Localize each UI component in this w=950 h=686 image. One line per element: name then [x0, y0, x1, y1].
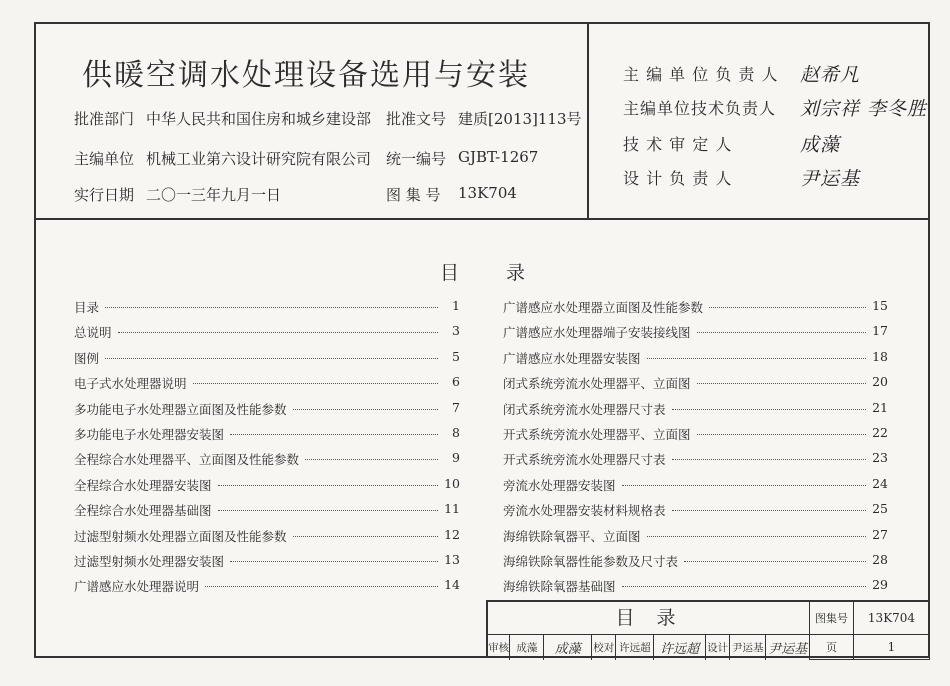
toc-entry	[503, 501, 888, 526]
toc-entry	[74, 425, 460, 450]
toc-left-column	[74, 298, 460, 603]
designer-signature: 尹运基	[768, 642, 808, 657]
toc-leader-dots	[293, 400, 438, 410]
toc-entry-page: 25	[872, 501, 888, 517]
checker-name: 许远超	[616, 635, 654, 660]
toc-entry-page: 9	[452, 450, 460, 466]
title-block	[486, 600, 928, 658]
toc-entry	[503, 450, 888, 475]
toc-entry-page: 5	[452, 348, 460, 364]
toc-entry-title: 电子式水处理器说明	[74, 376, 187, 392]
toc-leader-dots	[647, 349, 866, 359]
sheet-frame	[34, 22, 930, 658]
check-label: 校对	[592, 635, 616, 660]
toc-entry-title: 开式系统旁流水处理器尺寸表	[503, 452, 666, 468]
handwritten-signature: 成藻	[800, 134, 841, 156]
toc-entry-title: 旁流水处理器安装图	[503, 477, 616, 493]
toc-heading-char: 录	[506, 262, 526, 284]
toc-entry-page: 11	[444, 501, 460, 517]
toc-entry	[74, 501, 460, 526]
toc-entry-title: 闭式系统旁流水处理器尺寸表	[503, 401, 666, 417]
title-block-char: 录	[656, 607, 682, 629]
toc-entry-page: 23	[872, 450, 888, 466]
toc-leader-dots	[193, 374, 438, 384]
header-info-panel	[36, 24, 589, 220]
toc-entry	[503, 527, 888, 552]
toc-entry-page: 15	[872, 298, 888, 313]
toc-entry-page: 8	[452, 424, 460, 440]
toc-entry	[74, 400, 460, 425]
info-value: 机械工业第六设计研究院有限公司	[146, 150, 372, 168]
toc-entry-page: 20	[872, 374, 888, 390]
toc-right-column	[503, 298, 888, 603]
reviewer-name: 成藻	[510, 635, 544, 660]
info-value: GJBT-1267	[458, 148, 539, 166]
handwritten-signature: 尹运基	[800, 168, 861, 190]
toc-leader-dots	[105, 298, 438, 308]
toc-leader-dots	[218, 476, 438, 486]
atlas-title: 供暖空调水处理设备选用与安装	[82, 58, 530, 93]
toc-entry-page: 18	[872, 348, 888, 364]
info-label: 主编单位	[74, 150, 135, 168]
responsible-row	[623, 164, 860, 191]
page-label: 页	[810, 635, 854, 660]
toc-leader-dots	[293, 527, 438, 537]
info-label: 图 集 号	[386, 186, 441, 204]
toc-entry-title: 广谱感应水处理器端子安装接线图	[503, 325, 691, 341]
toc-entry-page: 28	[872, 551, 888, 567]
toc-entry	[74, 450, 460, 475]
title-block-title	[488, 602, 810, 635]
toc-entry-page: 22	[872, 424, 888, 440]
toc-leader-dots	[230, 425, 438, 435]
toc-entry	[74, 577, 460, 602]
toc-entry-page: 3	[452, 323, 460, 339]
toc-entry-title: 旁流水处理器安装材料规格表	[503, 503, 666, 519]
toc-entry	[74, 298, 460, 323]
toc-leader-dots	[230, 552, 438, 562]
responsible-role: 技 术 审 定 人	[623, 135, 733, 154]
info-label: 统一编号	[386, 150, 447, 168]
info-row-approval	[74, 108, 588, 129]
toc-entry-page: 7	[452, 399, 460, 415]
toc-leader-dots	[218, 501, 438, 511]
toc-entry	[74, 552, 460, 577]
info-label: 批准文号	[386, 110, 447, 128]
toc-entry-title: 过滤型射频水处理器安装图	[74, 553, 225, 569]
toc-entry	[503, 552, 888, 577]
toc-leader-dots	[622, 577, 866, 587]
toc-entry	[503, 298, 888, 323]
info-value: 中华人民共和国住房和城乡建设部	[146, 110, 372, 128]
toc-entry-title: 海绵铁除氧器性能参数及尺寸表	[503, 553, 679, 569]
responsible-role: 主编单位技术负责人	[623, 99, 777, 118]
info-label: 实行日期	[74, 186, 135, 204]
info-row-date	[74, 184, 588, 205]
info-row-editor	[74, 148, 588, 169]
toc-leader-dots	[672, 400, 866, 410]
toc-entry-title: 目录	[74, 300, 100, 315]
toc-entry-title: 闭式系统旁流水处理器平、立面图	[503, 376, 691, 392]
toc-entry-page: 1	[452, 298, 460, 313]
toc-entry	[503, 577, 888, 602]
info-value: 二〇一三年九月一日	[146, 186, 282, 204]
toc-leader-dots	[305, 450, 438, 460]
atlas-number-value: 13K704	[854, 602, 930, 635]
toc-entry	[503, 476, 888, 501]
toc-entry	[503, 374, 888, 399]
toc-entry-page: 12	[444, 526, 460, 542]
toc-leader-dots	[684, 552, 866, 562]
toc-entry-title: 全程综合水处理器平、立面图及性能参数	[74, 452, 300, 468]
toc-leader-dots	[118, 323, 438, 333]
info-label: 批准部门	[74, 110, 135, 128]
handwritten-signature: 刘宗祥 李冬胜	[800, 98, 928, 120]
toc-entry-page: 27	[872, 526, 888, 542]
toc-leader-dots	[105, 349, 438, 359]
info-value: 建质[2013]113号	[458, 110, 582, 128]
toc-entry-page: 6	[452, 374, 460, 390]
toc-entry	[503, 425, 888, 450]
responsible-persons-panel	[589, 24, 928, 220]
toc-entry-title: 多功能电子水处理器安装图	[74, 426, 225, 442]
atlas-number-label: 图集号	[810, 602, 854, 635]
toc-entry	[503, 349, 888, 374]
checker-signature: 许远超	[654, 635, 706, 660]
toc-entry	[74, 374, 460, 399]
toc-entry-title: 广谱感应水处理器安装图	[503, 350, 641, 366]
responsible-row	[623, 60, 860, 87]
toc-entry-title: 海绵铁除氧器基础图	[503, 579, 616, 595]
toc-entry	[74, 527, 460, 552]
signature-row	[488, 635, 810, 660]
responsible-row	[623, 130, 840, 157]
toc-entry-page: 21	[872, 399, 888, 415]
toc-entry-title: 总说明	[74, 325, 112, 341]
toc-entry-page: 14	[444, 577, 460, 593]
info-value: 13K704	[458, 184, 517, 202]
toc-entry-title: 全程综合水处理器基础图	[74, 503, 212, 519]
toc-entry-title: 过滤型射频水处理器立面图及性能参数	[74, 528, 287, 544]
title-block-char: 目	[615, 607, 641, 629]
toc-entry	[503, 400, 888, 425]
toc-entry-page: 24	[872, 475, 888, 491]
toc-leader-dots	[709, 298, 866, 308]
page-number-value: 1	[854, 635, 930, 660]
toc-entry-title: 全程综合水处理器安装图	[74, 477, 212, 493]
toc-entry-page: 13	[444, 551, 460, 567]
toc-leader-dots	[697, 374, 866, 384]
toc-heading-char: 目	[440, 262, 460, 284]
toc-entry-title: 广谱感应水处理器立面图及性能参数	[503, 300, 704, 315]
toc-entry	[74, 349, 460, 374]
toc-leader-dots	[697, 323, 866, 333]
responsible-role: 主 编 单 位 负 责 人	[623, 65, 779, 84]
toc-leader-dots	[697, 425, 866, 435]
toc-entry-title: 海绵铁除氧器平、立面图	[503, 528, 641, 544]
toc-entry-page: 29	[872, 577, 888, 593]
toc-entry-title: 图例	[74, 350, 100, 366]
toc-leader-dots	[647, 527, 866, 537]
designer-name: 尹运基	[730, 635, 766, 660]
handwritten-signature: 赵希凡	[800, 64, 861, 86]
responsible-row	[623, 94, 927, 121]
toc-entry-page: 10	[444, 475, 460, 491]
toc-leader-dots	[672, 450, 866, 460]
toc-entry	[503, 323, 888, 348]
toc-leader-dots	[622, 476, 866, 486]
toc-entry-title: 多功能电子水处理器立面图及性能参数	[74, 401, 287, 417]
reviewer-signature: 成藻	[544, 635, 592, 660]
toc-entry-page: 17	[872, 323, 888, 339]
toc-entry	[74, 323, 460, 348]
responsible-role: 设 计 负 责 人	[623, 169, 733, 188]
review-label: 审核	[488, 635, 510, 660]
toc-leader-dots	[672, 501, 866, 511]
toc-leader-dots	[205, 577, 438, 587]
toc-entry-title: 广谱感应水处理器说明	[74, 579, 200, 595]
toc-entry	[74, 476, 460, 501]
toc-entry-title: 开式系统旁流水处理器平、立面图	[503, 426, 691, 442]
design-label: 设计	[706, 635, 730, 660]
